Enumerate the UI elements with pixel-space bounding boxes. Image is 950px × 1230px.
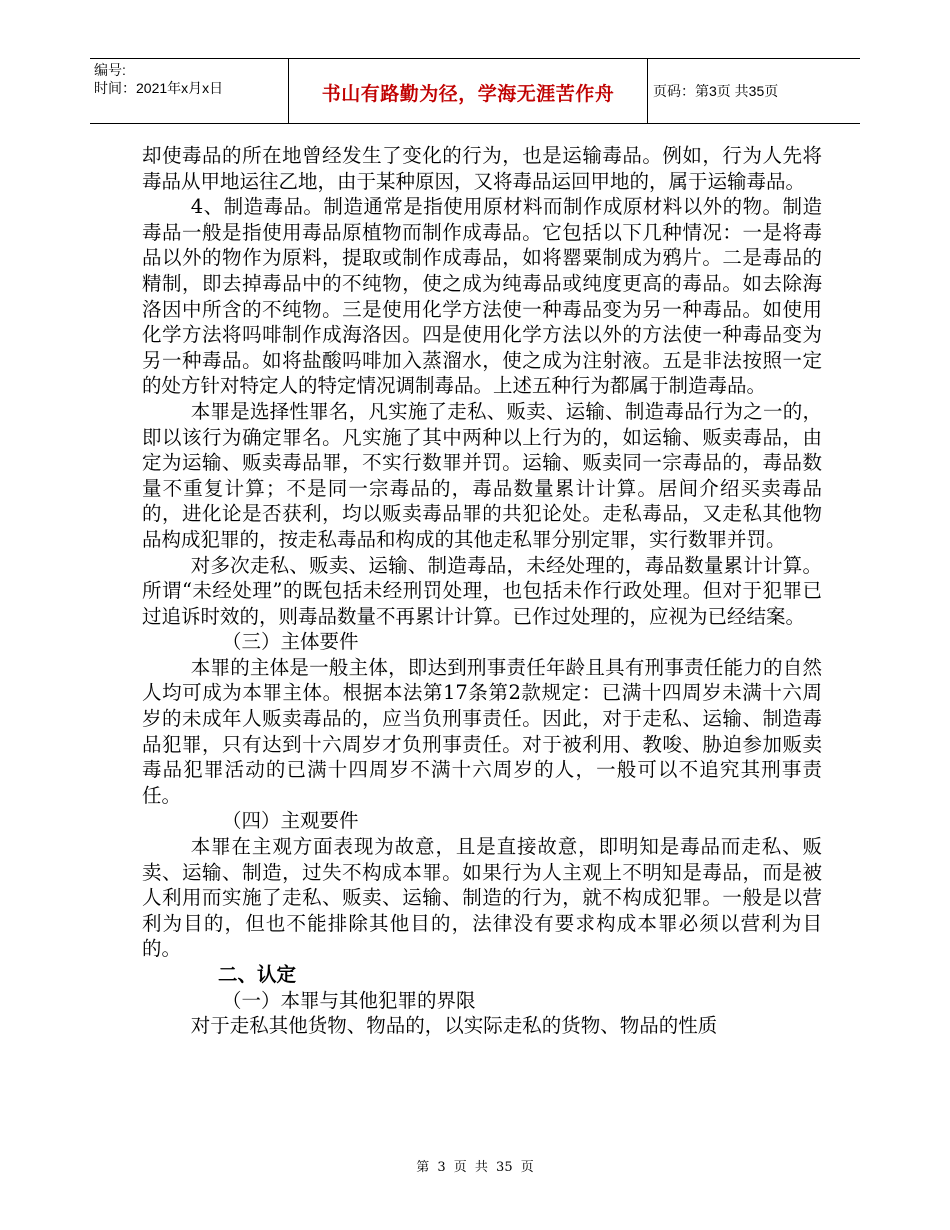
paragraph: 本罪的主体是一般主体，即达到刑事责任年龄且具有刑事责任能力的自然人均可成为本罪主体。根据本法第17条第2款规定：已满十四周岁未满十六周岁的未成年人贩卖毒品的，应当负刑事责任。因此，对于走私、运输、制造毒品犯罪，只有达到十六周岁才负刑事责任。对于被利用、教唆、胁迫参加贩卖毒品犯罪活动的已满十四周岁不满十六周岁的人，一般可以不追究其刑事责任。 (142, 655, 822, 807)
paragraph: 本罪在主观方面表现为故意，且是直接故意，即明知是毒品而走私、贩卖、运输、制造，过失不构成本罪。如果行为人主观上不明知是毒品，而是被人利用而实施了走私、贩卖、运输、制造的行为，就不构成犯罪。一般是以营利为目的，但也不能排除其他目的，法律没有要求构成本罪必须以营利为目的。 (142, 835, 822, 961)
chapter-heading: 二、认定 (218, 963, 297, 986)
header-meta-cell (90, 59, 288, 123)
page-footer: 第 3 页 共 35 页 (416, 1160, 534, 1175)
paragraph: 对多次走私、贩卖、运输、制造毒品，未经处理的，毒品数量累计计算。所谓“未经处理”的既包括未经刑罚处理，也包括未作行政处理。但对于犯罪已过追诉时效的，则毒品数量不再累计计算。已作过处理的，应视为已经结案。 (142, 553, 822, 628)
header-page-cell (647, 59, 860, 123)
paragraph: 对于走私其他货物、物品的，以实际走私的货物、物品的性质 (190, 1014, 718, 1038)
document-number-label: 编号: (94, 62, 126, 78)
header-motto-cell (288, 59, 648, 123)
paragraph: 4、制造毒品。制造通常是指使用原材料而制作成原材料以外的物。制造毒品一般是指使用毒品原植物而制作成毒品。它包括以下几种情况：一是将毒品以外的物作为原料，提取或制作成毒品，如将罂粟制成为鸦片。二是毒品的精制，即去掉毒品中的不纯物，使之成为纯毒品或纯度更高的毒品。如去除海洛因中所含的不纯物。三是使用化学方法使一种毒品变为另一种毒品。如使用化学方法将吗啡制作成海洛因。四是使用化学方法以外的方法使一种毒品变为另一种毒品。如将盐酸吗啡加入蒸溜水，使之成为注射液。五是非法按照一定的处方针对特定人的特定情况调制毒品。上述五种行为都属于制造毒品。 (142, 195, 822, 398)
section-heading: （四）主观要件 (222, 809, 359, 833)
document-body (142, 143, 822, 1039)
document-date-label: 时间：2021年x月x日 (94, 80, 224, 96)
page-header (90, 58, 860, 124)
paragraph: 本罪是选择性罪名，凡实施了走私、贩卖、运输、制造毒品行为之一的，即以该行为确定罪名。凡实施了其中两种以上行为的，如运输、贩卖毒品，由定为运输、贩卖毒品罪，不实行数罪并罚。运输、贩卖同一宗毒品的，毒品数量不重复计算；不是同一宗毒品的，毒品数量累计计算。居间介绍买卖毒品的，进化论是否获利，均以贩卖毒品罪的共犯论处。走私毒品，又走私其他物品构成犯罪的，按走私毒品和构成的其他走私罪分别定罪，实行数罪并罚。 (142, 399, 822, 551)
section-heading: （三）主体要件 (222, 630, 359, 654)
header-motto: 书山有路勤为径，学海无涯苦作舟 (321, 83, 615, 105)
section-heading: （一）本罪与其他犯罪的界限 (222, 988, 476, 1012)
paragraph: 却使毒品的所在地曾经发生了变化的行为，也是运输毒品。例如，行为人先将毒品从甲地运往乙地，由于某种原因，又将毒品运回甲地的，属于运输毒品。 (142, 144, 822, 193)
header-page-info: 页码：第3页 共35页 (653, 83, 779, 99)
